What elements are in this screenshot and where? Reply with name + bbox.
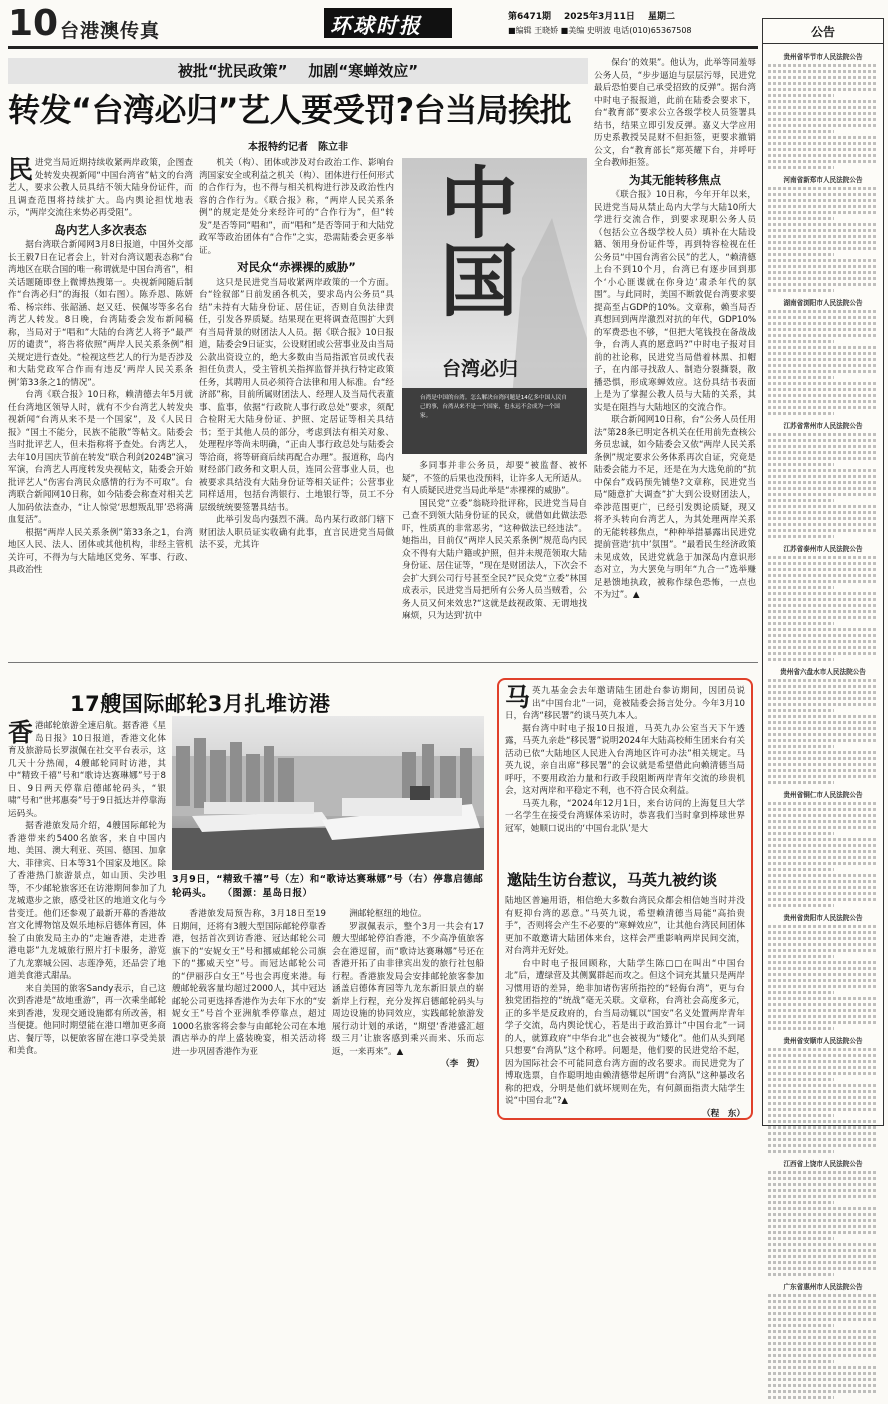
notice-text-line (768, 838, 878, 841)
paragraph: 这只是民进党当局收紧两岸政策的一个方面。台“铨叙部”日前发函各机关，要求岛内公务员“具结”未持有大陆身份证、居住证，否则自负法律责任，引发各界质疑。结果现在更将调查范围扩大到有当局背景的财团法人人员。据《联合报》10日报道，陆委会9日证实，公设财团或公营事业及由当局公款出资设立的，绝大多数由当局指派官员或代表担任负责人，受主管机关指挥监督并执行特定政策任务，其聘用人员必须符合法律和用人标准。台“经济部”称，目前所属财团法人、经理人及当局代表董事、监事，依据“行政院人事行政总处”要求，须配合检附无大陆身份证、护照、定居证等相关具结书；至于其他人员的部分，考虑到法有相关对象、处理程序等尚未明确，“正由人事行政总处与陆委会等洽商，将等研商后续再配合办理”。报道称，岛内财经部门政务和文职人员，连同公营事业人员，也被要求具结没有大陆身份证等相关证件；公营事业同样适用，包括台湾银行、土地银行等，员工不分层级统统要签署具结书。 (199, 277, 394, 513)
main-col-4-body-b (594, 189, 756, 602)
notice-text-line (768, 310, 878, 313)
notice-text-line (768, 118, 878, 121)
paragraph: 据台湾中时电子报10日报道，马英九办公室当天下午透露，马英九亲赴“移民署”说明2024年大陆高校师生团来台有关活动已依“大陆地区人民进入台湾地区许可办法”相关规定。马英九说，亲自出席“移民署”的会议就是希望借此向赖清德当局呼吁，不要用政治力量和行政手段阻断两岸青年交流的珍贵机会，这对两岸和平稳定不利，也不符合民众利益。 (505, 723, 745, 796)
notice-text-line (768, 1249, 878, 1252)
notice-text-line (768, 394, 878, 397)
notice-text-line (768, 886, 878, 889)
paragraph: 国民党“立委”翁晓玲批评称，民进党当局自己查不到领大陆身份证的民众，就借如此做法恐吓，性质真的非常恶劣，“这种做法已经违法”。她指出，目前仅“两岸人民关系条例”规范岛内民众不得有大陆户籍或护照，但并未规范领取大陆身份证、居住证等，“现在是财团法人，下次会不会扩大到公司行号甚至全民?”民众党“立委”林国成表示，民进党当局把所有公务人员当贼看，公务人员又何来效忠?“这就是歧视政策、无谓地找麻烦，只为达到‘抗中 (402, 498, 587, 621)
ma-headline: 邀陆生访台惹议，马英九被约谈 (507, 871, 718, 889)
page-number: 10 (8, 3, 59, 44)
notice-text-line (768, 1177, 878, 1180)
notice-text-line (768, 763, 878, 766)
notice-text-line (768, 1267, 878, 1270)
notice-text-line (768, 709, 834, 712)
notice-text-line (768, 511, 878, 514)
notice-text-line (768, 469, 878, 472)
notice-text-line (768, 556, 878, 559)
notice-text-line (768, 658, 834, 661)
notice-text-line (768, 1171, 878, 1174)
notice-text-line (768, 685, 878, 688)
notice-title: 公告 (763, 23, 883, 44)
notice-block-title: 贵州省铜仁市人民法院公告 (783, 791, 863, 799)
notice-text-line (768, 604, 878, 607)
paragraph: 《联合报》10日称，今年开年以来，民进党当局从禁止岛内大学与大陆10所大学进行交流合作，到要求现职公务人员（包括公立各级学校人员）填补在大陆设籍、领用身份证件等，再到特容检视在任公务员“中国台湾省公民”的艺人，“赖清德上台不到10个月，台湾已有逐步回到那个‘小心匪谍就在你身边’肃杀年代的氛围”。与此同时，美国不断敦促台湾要求要提高至占GDP的10%。文章称，赖当局否真想回到两岸激烈对抗的年代，GDP10%的军费恐也不够，“但把大笔钱投在备战战争，台湾人真的愿意吗?”中时电子报对目前的社论称，民进党当局借着林黑、扣帽子，在内部寻找敌人、制造分裂撕裂，散播恐惧，形成寒蝉效应。这份具结书表面上是为了掌握公教人员与大陆的关系，其实是在阻挡与大陆地区的交流合作。 (594, 190, 756, 413)
paragraph: 马英九称，“2024年12月1日，来台访问的上海复旦大学一名学生在接受台湾媒体采访时，恭喜我们当时拿到棒球世界冠军，她顺口说出的‘中国台北队’是大 (505, 798, 745, 834)
notice-text-line (768, 328, 878, 331)
notice-text-line (768, 1324, 834, 1327)
notice-text-line (768, 1084, 878, 1087)
notice-text-line (768, 370, 878, 373)
kicker-bar (8, 58, 588, 84)
notice-text-line (768, 148, 878, 151)
ship-col-1-body (8, 720, 166, 1058)
notice-text-line (768, 757, 878, 760)
notice-text-line (768, 112, 878, 115)
notice-text-line (768, 211, 878, 214)
notice-text-line (768, 622, 834, 625)
notice-text-line (768, 1237, 834, 1240)
notice-text-line (768, 1306, 878, 1309)
notice-text-line (768, 1108, 878, 1111)
notice-text-line (768, 1366, 878, 1369)
paragraph: 据台湾联合新闻网3月8日报道，中国外交部长王毅7日在记者会上，针对台湾议题表态称“台湾地区在联合国的唯一称谓就是中国台湾省”，相关话题随即登上微博热搜第一。央视新闻随后制作“台湾必归”的海报（如右图）。陈乔恩、陈妍希、杨宗纬、张韶涵、赵又廷、侯佩岑等多名台湾艺人转发。8日晚，台湾陆委会发布新闻稿称，当局对于“唱和”大陆的台湾艺人将予“最严厉的谴责”，将告将依照“两岸人民关系条例”相关规定进行查处。“检视这些艺人的行为是否涉及和大陆党政军合作而有违反‘两岸人民关系条例’第33条之1的情况”。 (8, 240, 193, 388)
notice-text-line (768, 334, 878, 337)
notice-text-line (768, 1207, 878, 1210)
notice-text-line (768, 568, 878, 571)
notice-text-line (768, 1195, 878, 1198)
masthead-logo (324, 8, 452, 38)
notice-text-line (768, 652, 878, 655)
dropcap: 民 (8, 155, 34, 184)
ma-body-a-wrap (505, 685, 745, 865)
notice-text-line (768, 154, 878, 157)
notice-text-line (768, 973, 878, 976)
notice-text-line (768, 715, 878, 718)
notice-text-line (768, 904, 834, 907)
ship-headline: 17艘国际邮轮3月扎堆访港 (70, 692, 331, 716)
notice-text-line (768, 1213, 878, 1216)
notice-text-line (768, 733, 878, 736)
notice-text-line (768, 160, 878, 163)
notice-text-line (768, 703, 878, 706)
notice-text-line (768, 412, 834, 415)
paragraph: 机关（构）、团体或涉及对台政治工作、影响台湾国家安全或利益之机关（构）、团体进行任何形式的合作行为，也不得与相关机构进行涉及政治性内容的合作行为。《联合报》称，“两岸人民关系条例”的规定是处分来经许可的“合作行为”，但“转发”是否等同“唱和”，而“唱和”是否等同于和大陆党政军等政治团体有“合作”之实，恐需陆委会更多举证。 (199, 158, 394, 256)
notice-text-line (768, 1384, 878, 1387)
notice-text-line (768, 1261, 878, 1264)
notice-text-line (768, 1330, 878, 1333)
ship-col-1 (8, 720, 166, 1120)
notice-block-title: 江苏省泰州市人民法院公告 (783, 545, 863, 553)
notice-text-line (768, 832, 834, 835)
header-rule (8, 46, 758, 49)
subhead-3: 为其无能转移焦点 (629, 172, 721, 187)
notice-text-line (768, 745, 834, 748)
ma-body-a (505, 685, 745, 835)
ma-dropcap: 马 (505, 683, 531, 712)
notice-text-line (768, 985, 878, 988)
notice-text-line (768, 844, 878, 847)
notice-text-line (768, 130, 834, 133)
notice-text-line (768, 136, 878, 139)
ma-article-box (497, 678, 753, 1120)
notice-text-line (768, 283, 878, 286)
notice-text-line (768, 253, 834, 256)
notice-text-line (768, 580, 878, 583)
notice-text-line (768, 1078, 834, 1081)
notice-text-line (768, 76, 878, 79)
notice-text-line (768, 523, 878, 526)
notice-text-line (768, 979, 878, 982)
notice-text-line (768, 1003, 878, 1006)
notice-text-line (768, 142, 878, 145)
notice-text-line (768, 487, 878, 490)
notice-text-line (768, 874, 878, 877)
notice-text-line (768, 1312, 878, 1315)
paragraph: 来自美国的旅客Sandy表示，自己这次到香港是“故地重游”，再一次乘坐邮轮来到香港，发现交通设施都有所改善，相当便捷。他同时期望能在港口增加更多商店、餐厅等，以便旅客留在港口享受美景和美食。 (8, 983, 166, 1056)
notice-text-line (768, 505, 878, 508)
notice-block-title: 江苏省常州市人民法院公告 (783, 422, 863, 430)
notice-text-line (768, 646, 878, 649)
paragraph: 台湾《联合报》10日称，赖清德去年5月就任台湾地区领导人时，就有不少台湾艺人转发央视新闻“台湾从来不是一个国家”，及《人民日报》“国土不能分，民族不能散”等帖文。陆委会当时批评艺人，但未指称将予查处。台湾艺人，去年10月国庆节前在转发“联合利剑2024B”演习军演，台湾艺人再度转发央视帖文，陆委会开始批评艺人“伤害台湾民众感情的行为不可取”。台湾联合新闻网10日称，如今陆委会称查对相关艺人加码依法查办，“让人惊觉‘思想叛乱罪’恐将满血复活”。 (8, 390, 193, 525)
notice-text-line (768, 124, 878, 127)
notice-text-line (768, 991, 834, 994)
section-divider (8, 662, 758, 663)
notice-column (762, 18, 884, 1291)
notice-text-line (768, 463, 834, 466)
notice-block-title: 贵州省六盘水市人民法院公告 (780, 668, 866, 676)
main-col-1-body (8, 239, 193, 577)
notice-body (763, 44, 883, 1404)
notice-text-line (768, 610, 878, 613)
notice-text-line (768, 1354, 878, 1357)
notice-text-line (768, 1054, 878, 1057)
notice-text-line (768, 316, 878, 319)
notice-text-line (768, 937, 878, 940)
notice-text-line (768, 493, 878, 496)
notice-text-line (768, 1132, 878, 1135)
paragraph: 据香港旅发局介绍，4艘国际邮轮为香港带来约5400名旅客，来自中国内地、美国、澳大利亚、英国、德国、加拿大、菲律宾、日本等31个国家及地区。除了香港热门旅游景点，如山顶、尖沙咀等，不少邮轮旅客还在访港期间参加了九龙城遨步之旅，感受社区的地道文化与今昔变迁。他们还参观了最新开幕的香港故宫文化博物馆及娱乐地标启德体育园，体验了由旅发局主办的“走遍香港，走进香港电影”九龙城旅行照片打卡服务，游览了九龙寨城公园、志莲净苑，还品尝了地道美食港式甜品。 (8, 821, 166, 981)
notice-text-line (768, 781, 834, 784)
article-byline: 本报特约记者 陈立非 (248, 142, 348, 153)
notice-text-line (768, 598, 878, 601)
notice-text-line (768, 1072, 878, 1075)
ship-col-3 (332, 908, 484, 1120)
notice-text-line (768, 1090, 878, 1093)
notice-text-line (768, 1342, 878, 1345)
notice-text-line (768, 586, 834, 589)
ship-dropcap: 香 (8, 718, 34, 747)
notice-text-line (768, 1219, 878, 1222)
main-col-4-body-a (594, 57, 756, 170)
notice-text-line (768, 1201, 834, 1204)
notice-text-line (768, 1273, 834, 1276)
masthead-text: 环球时报 (330, 13, 422, 38)
notice-text-line (768, 775, 878, 778)
notice-text-line (768, 1255, 878, 1258)
notice-text-line (768, 88, 878, 91)
notice-text-line (768, 265, 878, 268)
notice-text-line (768, 1138, 878, 1141)
section-title: 台港澳传真 (60, 20, 161, 42)
notice-text-line (768, 289, 834, 292)
notice-text-line (768, 943, 878, 946)
notice-text-line (768, 166, 834, 169)
notice-text-line (768, 322, 878, 325)
notice-block-title: 贵州省贵阳市人民法院公告 (783, 914, 863, 922)
notice-block-title: 贵州省安顺市人民法院公告 (783, 1037, 863, 1045)
notice-text-line (768, 358, 878, 361)
main-col-1 (8, 157, 193, 655)
notice-text-line (768, 535, 834, 538)
main-col-4 (594, 57, 756, 655)
notice-text-line (768, 199, 878, 202)
notice-text-line (768, 235, 878, 238)
notice-text-line (768, 1243, 878, 1246)
notice-text-line (768, 880, 878, 883)
notice-text-line (768, 517, 878, 520)
notice-text-line (768, 691, 878, 694)
notice-text-line (768, 376, 834, 379)
main-col-3 (402, 460, 587, 655)
notice-text-line (768, 1360, 834, 1363)
main-col-2-body-a (199, 157, 394, 257)
notice-text-line (768, 388, 878, 391)
ma-body-b (505, 895, 745, 1108)
notice-text-line (768, 1189, 878, 1192)
subhead-2: 对民众“赤裸裸的威胁” (237, 260, 356, 274)
notice-text-line (768, 721, 878, 724)
subhead-1: 岛内艺人多次表态 (54, 222, 147, 237)
notice-text-line (768, 997, 878, 1000)
poster-caption: 台湾是中国的台湾。怎么解决台湾问题是14亿多中国人民自己的事，台湾从来不是一个国家，也永远不会成为一个国家。 (420, 395, 567, 419)
issue-number: 第6471期 (508, 12, 552, 22)
article-kicker: 被批“扰民政策” 加剧“寒蝉效应” (177, 62, 419, 80)
notice-text-line (768, 1015, 878, 1018)
ship-col-2-body (172, 908, 326, 1058)
notice-text-line (768, 277, 878, 280)
ship-col-3-body (332, 908, 484, 1058)
notice-text-line (768, 94, 834, 97)
notice-text-line (768, 439, 878, 442)
notice-text-line (768, 628, 878, 631)
notice-text-line (768, 931, 878, 934)
notice-text-line (768, 769, 878, 772)
notice-text-line (768, 634, 878, 637)
notice-text-line (768, 1114, 834, 1117)
notice-text-line (768, 1150, 834, 1153)
issue-date: 2025年3月11日 (564, 12, 635, 22)
paragraph: 保台’的效果”。他认为，此举等同羞辱公务人员，“步步逼迫与层层污辱，民进党最后恐怕要自己承受招致的反弹”。据台湾中时电子报报道，此前在陆委会要求下，台“教育部”要求公立各级学校人员签署具结书，结果立即引发反弹。嘉义大学应用历史系教授吴昆财不但拒签，更要求撤销公文，台“教育部长”郑英耀下台，并呼吁全台教师拒签。 (594, 58, 756, 168)
paragraph: 罗淑佩表示，整个3月一共会有17艘大型邮轮停泊香港，不少高净值旅客会在港逗留，而“歌诗达赛琳娜”号还在香港开拓了由非律宾出发的旅行社包船行程。香港旅发局会安排邮轮旅客参加涵盖启德体育园等九龙东新旧景点的崭新岸上行程，充分发挥启德邮轮码头与周边设施的协同效应，实践邮轮旅游发展行动计划的承诺，“期望‘香港盛汇超级三月’让旅客感到乘兴而来、乐而忘返，一来再来”。▲ (332, 921, 484, 1057)
cruise-photo-graphic (172, 716, 484, 870)
notice-text-line (768, 820, 878, 823)
paragraph: 港邮轮旅游全速启航。据香港《星岛日报》10日报道，香港文化体育及旅游局长罗淑佩在社交平台表示，这几天十分热闹，4艘邮轮同时访港，其中“精致千禧”号和“歌诗达赛琳娜”号于8日、9日两天停靠启德邮轮码头，“银啸”号和“世邦惠奏”号于9日抵达并停靠海运码头。 (8, 721, 166, 819)
notice-text-line (768, 892, 878, 895)
notice-text-line (768, 1390, 878, 1393)
notice-text-line (768, 697, 878, 700)
notice-text-line (768, 1144, 878, 1147)
paragraph: 多同事并非公务员，却要“被监督、被怀疑”，不签的后果也没预料，让许多人无所适从。有人质疑民进党当局此举是“赤裸裸的威胁”。 (402, 461, 587, 496)
notice-text-line (768, 862, 878, 865)
paragraph: 洲邮轮枢纽的地位。 (349, 909, 427, 919)
notice-text-line (768, 1027, 834, 1030)
notice-text-line (768, 751, 878, 754)
notice-text-line (768, 364, 878, 367)
paragraph: 香港旅发局预告称，3月18日至19日期间，还将有3艘大型国际邮轮停靠香港，包括首次到访香港、冠达邮轮公司旗下的“安妮女王”号和挪威邮轮公司旗下的“挪威天空”号。而冠达邮轮公司的“伊丽莎白女王”号也会再度来港。每艘邮轮载客量均超过2000人，其中冠达邮轮公司更选择香港作为去年下水的“安妮女王”号首个亚洲航季停靠点，超过1000名旅客将会参与由邮轮公司在本地酒店举办的岸上盛装晚宴，相关活动将进一步巩固香港作为亚 (172, 909, 326, 1057)
notice-text-line (768, 955, 834, 958)
notice-text-line (768, 739, 878, 742)
notice-text-line (768, 1396, 834, 1399)
photo-caption: 3月9日，“精致千禧”号（左）和“歌诗达赛琳娜”号（右）停靠启德邮轮码头。 （图源：星岛日报） (172, 874, 484, 899)
notice-text-line (768, 1009, 878, 1012)
notice-text-line (768, 382, 878, 385)
notice-text-line (768, 850, 878, 853)
notice-text-line (768, 400, 878, 403)
notice-text-line (768, 64, 878, 67)
paragraph: 陆地区普遍用语，相信绝大多数台湾民众都会相信她当时并没有贬抑台湾的恶意。”马英九说，希望赖清德当局能“高抬贵手”，否则将会产生不必要的“寒蝉效应”，让其他台湾民间团体更加不敢邀请大陆团体来台，这样会严重影响两岸民间交流，对台湾并无好处。 (505, 896, 745, 956)
notice-block-title: 河南省新郑市人民法院公告 (783, 176, 863, 184)
notice-text-line (768, 814, 878, 817)
notice-text-line (768, 1096, 878, 1099)
notice-text-line (768, 679, 878, 682)
notice-text-line (768, 727, 878, 730)
notice-text-line (768, 1300, 878, 1303)
notice-block-title: 湖南省浏阳市人民法院公告 (783, 299, 863, 307)
notice-text-line (768, 1231, 878, 1234)
notice-text-line (768, 346, 878, 349)
notice-text-line (768, 433, 878, 436)
notice-text-line (768, 574, 878, 577)
article-lead: 进党当局近期持续收紧两岸政策，企图查处转发央视新闻“中国台湾省”帖文的台湾艺人，要求公教人员具结不领大陆身份证件，而且调查范围将持续扩大。岛内舆论担忧地表示，“两岸交流往来势必再受阻”。 (8, 158, 193, 218)
ma-body-b-wrap (505, 895, 745, 1119)
notice-text-line (768, 967, 878, 970)
notice-text-line (768, 1060, 878, 1063)
notice-text-line (768, 1048, 878, 1051)
notice-text-line (768, 229, 878, 232)
main-col-3-body (402, 460, 587, 623)
notice-text-line (768, 1183, 878, 1186)
main-col-2 (199, 157, 394, 655)
notice-text-line (768, 445, 878, 448)
notice-text-line (768, 949, 878, 952)
notice-text-line (768, 640, 878, 643)
poster-title: 台湾必归 (442, 358, 519, 380)
notice-text-line (768, 106, 878, 109)
paragraph: 根据“两岸人民关系条例”第33条之1，台湾地区人民、法人、团体或其他机构，非经主管机关许可，不得为与大陆地区党务、军事、行政、具政治性 (8, 527, 193, 575)
main-col-2-body-b (199, 277, 394, 552)
notice-text-line (768, 457, 878, 460)
notice-text-line (768, 898, 878, 901)
notice-text-line (768, 1378, 878, 1381)
notice-text-line (768, 475, 878, 478)
paragraph: 英九基金会去年邀请陆生团赴台参访期间，因团员说出“中国台北”一词，竟被陆委会扬言处分。今年3月10日，台湾“移民署”约谈马英九本人。 (505, 686, 745, 721)
ma-author: （程 东） (702, 1108, 745, 1119)
notice-text-line (768, 808, 878, 811)
notice-text-line (768, 1348, 878, 1351)
notice-text-line (768, 100, 878, 103)
taiwan-poster (402, 158, 587, 454)
article-headline: 转发“台湾必归”艺人要受罚?台当局挨批 (8, 91, 572, 129)
notice-text-line (768, 82, 878, 85)
notice-text-line (768, 187, 878, 190)
notice-text-line (768, 241, 878, 244)
notice-text-line (768, 961, 878, 964)
page-header (8, 3, 758, 44)
notice-text-line (768, 1225, 878, 1228)
notice-text-line (768, 1066, 878, 1069)
notice-text-line (768, 1336, 878, 1339)
notice-text-line (768, 1318, 878, 1321)
notice-text-line (768, 1372, 878, 1375)
notice-text-line (768, 925, 878, 928)
notice-text-line (768, 1021, 878, 1024)
notice-block-title: 江西省上饶市人民法院公告 (783, 1160, 863, 1168)
notice-text-line (768, 340, 834, 343)
ship-author: （李 贺） (441, 1059, 484, 1069)
notice-text-line (768, 271, 878, 274)
notice-text-line (768, 529, 878, 532)
notice-block-title: 广东省惠州市人民法院公告 (783, 1283, 863, 1291)
notice-text-line (768, 217, 834, 220)
notice-text-line (768, 247, 878, 250)
notice-text-line (768, 826, 878, 829)
cruise-photo (172, 716, 484, 870)
editor-credits: ■编辑 王晓娇 ■美编 史明波 电话(010)65367508 (508, 26, 692, 35)
notice-text-line (768, 1120, 878, 1123)
notice-block-title: 贵州省毕节市人民法院公告 (783, 53, 863, 61)
notice-text-line (768, 1294, 878, 1297)
notice-text-line (768, 868, 834, 871)
notice-text-line (768, 259, 878, 262)
notice-text-line (768, 616, 878, 619)
notice-text-line (768, 1102, 878, 1105)
notice-text-line (768, 481, 878, 484)
notice-text-line (768, 1126, 878, 1129)
notice-text-line (768, 352, 878, 355)
paragraph: 台中时电子报回顾称，大陆学生陈□□在叫出“中国台北”后，遭绿营及其侧翼群起而攻之。但这个词充其量只是两岸习惯用语的差异，绝非加诸伤害所指控的“轻侮台湾”，更与台独党团指控的“统战”毫无关联。文章称，台湾社会高度多元，正的多半是反政府的，台当局动辄以“国安”名义处置两岸青年学子交流，岛内舆论忧心，若是出于政治算计“中国台北”一词的人，就算政府“中华台北”也会被视为“矮化”。他们从头到尾只想要“台湾队”这个称呼。问题是，他们要的民进党给不起，因为国际社会不可能同意台湾方面的改名要求。而民进党为了博取选票，自作聪明地由赖清德带起所谓“台湾队”这种暴改名称的把戏，分明是他们就坏规则在先，有何颜面指责大陆学生说“中国台北”?▲ (505, 958, 745, 1106)
notice-text-line (768, 592, 878, 595)
notice-text-line (768, 193, 878, 196)
notice-text-line (768, 562, 878, 565)
notice-text-line (768, 205, 878, 208)
notice-text-line (768, 451, 878, 454)
paragraph: 联合新闻网10日称，台“公务人员任用法”第28条已明定各机关在任用前先查核公务员忠诚，如今陆委会又依“两岸人民关系条例”规定要求公务体系再次自证，究竟是陆委会能力不足，还是在为大选免前的“抗中保台”戏码预先铺垫?文章称，民进党当局“随意扩大调查”扩大到公设财团法人，牵涉范围更广，已经引发舆论质疑，现又将矛头转向台湾艺人，为其处理两岸关系的无能转移焦点，“种种举措暴露出民进党提前营造‘抗中’氛围”。“最看民生经济政策未见成效，民进党就急于加深岛内意识形态对立，为大罢免与明年“九合一”选举赚足悬馈地执政，被称作绿色恐怖，一点也不为过”。▲ (594, 415, 756, 600)
notice-text-line (768, 70, 878, 73)
paragraph: 此举引发岛内强烈不满。岛内某行政部门辖下财团法人职员证实收确有此事，直言民进党当局做法不妥，尤其许 (199, 515, 394, 550)
issue-weekday: 星期二 (648, 12, 676, 22)
notice-text-line (768, 223, 878, 226)
notice-text-line (768, 856, 878, 859)
notice-text-line (768, 406, 878, 409)
notice-text-line (768, 499, 834, 502)
ship-col-2 (172, 908, 326, 1120)
notice-text-line (768, 802, 878, 805)
poster-big-text: 中国 (427, 162, 518, 318)
